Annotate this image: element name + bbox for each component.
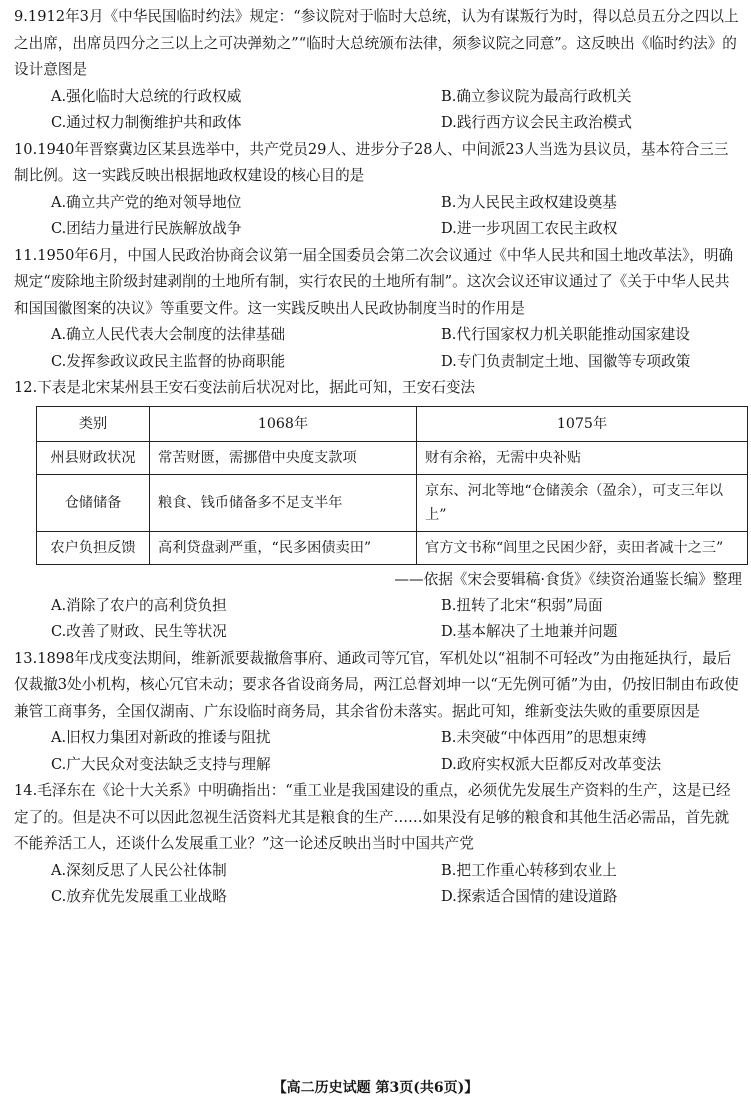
question-12: [14, 375, 742, 646]
option-d: D.践行西方议会民主政治模式: [441, 114, 632, 131]
answer-options: [14, 84, 742, 137]
option-b: B.未突破“中体西用”的思想束缚: [441, 729, 647, 746]
table-header: 1075年: [417, 406, 748, 441]
question-9: [14, 4, 742, 137]
answer-options: [14, 190, 742, 243]
table-cell: 官方文书称“闾里之民困少舒，卖田者减十之三”: [417, 531, 748, 564]
table-header: 类别: [37, 406, 150, 441]
option-c: C.发挥参政议政民主监督的协商职能: [51, 352, 286, 370]
option-c: C.广大民众对变法缺乏支持与理解: [51, 755, 271, 773]
option-a: A.深刻反思了人民公社体制: [51, 861, 227, 879]
option-c: C.放弃优先发展重工业战略: [51, 888, 227, 905]
table-header: 1068年: [150, 406, 417, 441]
table-cell: 粮食、钱币储备多不足支半年: [150, 474, 417, 531]
table-row: [37, 474, 748, 531]
option-d: D.政府实权派大臣都反对改革变法: [441, 755, 662, 773]
option-c: C.通过权力制衡维护共和政体: [51, 114, 242, 131]
table-cell: 常苦财匮，需挪借中央度支款项: [150, 441, 417, 474]
option-a: A.确立共产党的绝对领导地位: [51, 193, 242, 211]
table-cell: 财有余裕，无需中央补贴: [417, 441, 748, 474]
question-stem: 9.1912年3月《中华民国临时约法》规定：“参议院对于临时大总统，认为有谋叛行为时，得以总员五分之四以上之出席，出席员四分之三以上之可决弹劾之”“临时大总统颁布法律，须参议院之同意”。这反映出《临时约法》的设计意图是: [14, 8, 739, 78]
question-stem: 13.1898年戊戌变法期间，维新派要裁撤詹事府、通政司等冗官，军机处以“祖制不可轻改”为由拖延执行，最后仅裁撤3处小机构，核心冗官未动；要求各省设商务局，两江总督刘坤一以“无先例可循”为由，仍按旧制由布政使兼管工商事务，全国仅湖南、广东设临时商务局，其余省份未落实。据此可知，维新变法失败的重要原因是: [14, 649, 739, 720]
question-stem: 11.1950年6月，中国人民政治协商会议第一届全国委员会第二次会议通过《中华人民共和国土地改革法》，明确规定“废除地主阶级封建剥削的土地所有制，实行农民的土地所有制”。这次会议还审议通过了《关于中华人民共和国国徽图案的决议》等重要文件。这一实践反映出人民政协制度当时的作用是: [14, 246, 734, 317]
option-d: D.专门负责制定土地、国徽等专项政策: [441, 352, 691, 370]
question-14: [14, 778, 742, 911]
answer-options: [14, 858, 742, 911]
option-b: B.为人民民主政权建设奠基: [441, 193, 617, 211]
answer-options: [14, 322, 742, 375]
page-footer: 【高二历史试题 第3页(共6页)】: [272, 1080, 479, 1096]
table-row: [37, 531, 748, 564]
option-c: C.改善了财政、民生等状况: [51, 623, 227, 640]
question-stem: 12.下表是北宋某州县王安石变法前后状况对比，据此可知，王安石变法: [14, 379, 476, 396]
answer-options: [14, 725, 742, 778]
option-b: B.确立参议院为最高行政机关: [441, 87, 632, 105]
option-b: B.扭转了北宋“积弱”局面: [441, 596, 603, 614]
answer-options: [14, 593, 742, 646]
option-c: C.团结力量进行民族解放战争: [51, 220, 242, 237]
question-13: [14, 646, 742, 779]
option-b: B.把工作重心转移到农业上: [441, 861, 617, 879]
option-d: D.进一步巩固工农民主政权: [441, 220, 618, 237]
option-d: D.探索适合国情的建设道路: [441, 888, 618, 905]
option-a: A.消除了农户的高利贷负担: [51, 596, 227, 614]
question-stem: 14.毛泽东在《论十大关系》中明确指出：“重工业是我国建设的重点，必须优先发展生产资料的生产，这是已经定了的。但是决不可以因此忽视生活资料尤其是粮食的生产……如果没有足够的粮食和其他生活必需品，首先就不能养活工人，还谈什么发展重工业？”这一论述反映出当时中国共产党: [14, 782, 731, 852]
option-a: A.旧权力集团对新政的推诿与阻扰: [51, 729, 271, 746]
question-11: [14, 243, 742, 376]
option-a: A.确立人民代表大会制度的法律基础: [51, 326, 286, 343]
table-row: [37, 441, 748, 474]
comparison-table: [36, 406, 748, 565]
table-cell: 州县财政状况: [37, 441, 150, 474]
question-stem: 10.1940年晋察冀边区某县选举中，共产党员29人、进步分子28人、中间派23人当选为县议员，基本符合三三制比例。这一实践反映出根据地政权建设的核心目的是: [14, 140, 729, 184]
table-cell: 农户负担反馈: [37, 531, 150, 564]
table-cell: 仓储储备: [37, 474, 150, 531]
exam-page: [14, 4, 742, 911]
table-cell: 高利贷盘剥严重，“民多困债卖田”: [150, 531, 417, 564]
option-d: D.基本解决了土地兼并问题: [441, 623, 618, 640]
table-header-row: [37, 406, 748, 441]
question-10: [14, 137, 742, 243]
table-cell: 京东、河北等地“仓储羡余（盈余），可支三年以上”: [417, 474, 748, 531]
option-b: B.代行国家权力机关职能推动国家建设: [441, 326, 690, 343]
table-source: ——依据《宋会要辑稿·食货》《续资治通鉴长编》整理: [394, 570, 742, 588]
option-a: A.强化临时大总统的行政权威: [51, 87, 242, 105]
